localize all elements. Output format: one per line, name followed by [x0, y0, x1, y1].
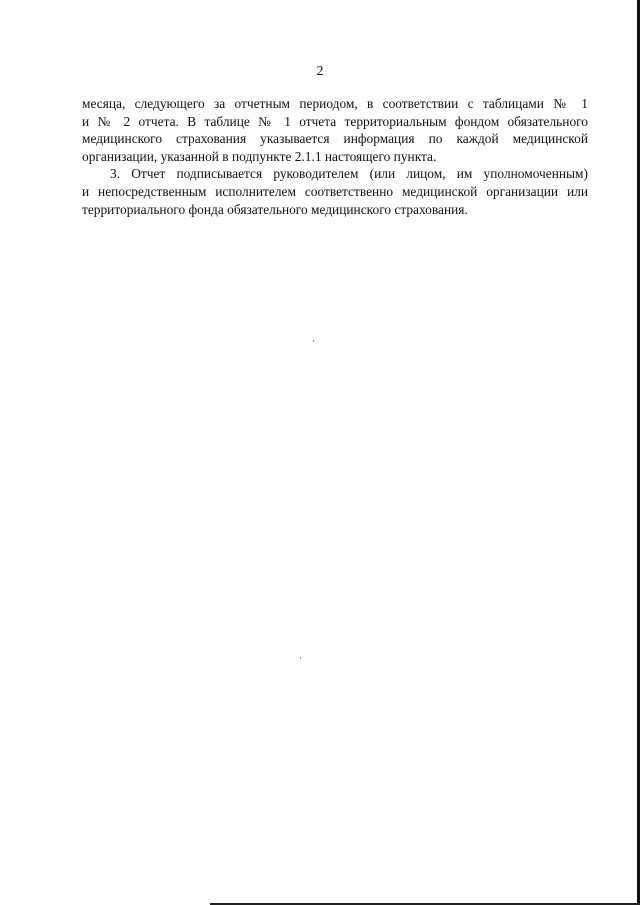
scan-speck: [313, 340, 314, 342]
text-line: территориального фонда обязательного медицинского страхования.: [82, 201, 468, 217]
scan-speck: [300, 657, 301, 659]
paragraph-item-3: [82, 165, 588, 218]
document-body: [82, 95, 588, 218]
text-line: медицинского страхования указывается информация по каждой медицинской: [82, 131, 588, 147]
text-line: и непосредственным исполнителем соответственно медицинской организации или: [82, 183, 588, 199]
text-line: организации, указанной в подпункте 2.1.1 настоящего пункта.: [82, 148, 437, 164]
text-line: и № 2 отчета. В таблице № 1 отчета территориальным фондом обязательного: [82, 113, 588, 129]
text-line: 3. Отчет подписывается руководителем (или лицом, им уполномоченным): [110, 166, 588, 182]
text-line: месяца, следующего за отчетным периодом, в соответствии с таблицами № 1: [82, 96, 588, 111]
paragraph-continuation: [82, 95, 588, 165]
page-number: 2: [316, 64, 324, 79]
